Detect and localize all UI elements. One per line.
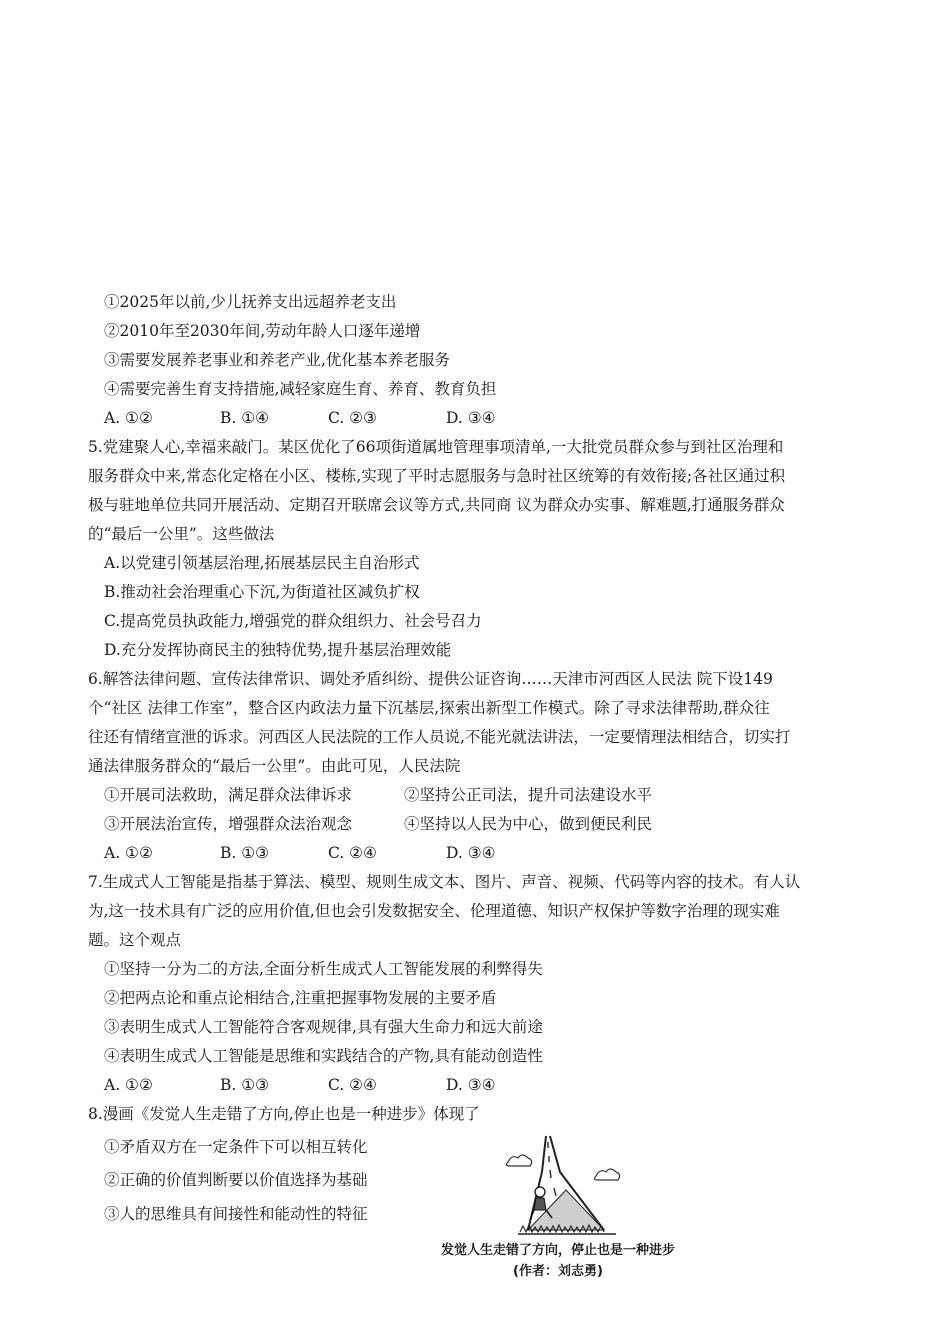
q5-option-c: C.提高党员执政能力,增强党的群众组织力、社会号召力: [104, 612, 482, 630]
person-body: [534, 1198, 546, 1210]
q4-statement-3: ③需要发展养老事业和养老产业,优化基本养老服务: [104, 351, 450, 369]
q8-statement-2: ②正确的价值判断要以价值选择为基础: [104, 1171, 368, 1189]
q6-choice-d: D. ③④: [446, 844, 496, 862]
q7-statement-1: ①坚持一分为二的方法,全面分析生成式人工智能发展的利弊得失: [104, 960, 543, 978]
q5-stem-line-2: 服务群众中来,常态化定格在小区、楼栋,实现了平时志愿服务与急时社区统筹的有效衔接;各社区通过积: [88, 467, 786, 485]
q5-stem-line-1: 5.党建聚人心,幸福来敲门。某区优化了66项街道属地管理事项清单,一大批党员群众参与到社区治理和: [88, 438, 784, 456]
q6-stem-line-1: 6.解答法律问题、宣传法律常识、调处矛盾纠纷、提供公证咨询……天津市河西区人民法 院下设149: [88, 670, 773, 688]
q8-statement-1: ①矛盾双方在一定条件下可以相互转化: [104, 1138, 368, 1156]
q4-statement-2: ②2010年至2030年间,劳动年龄人口逐年递增: [104, 322, 421, 340]
q6-statement-2: ②坚持公正司法，提升司法建设水平: [404, 786, 653, 804]
q4-choice-c: C. ②③: [328, 409, 377, 427]
q7-statement-4: ④表明生成式人工智能是思维和实践结合的产物,具有能动创造性: [104, 1047, 543, 1065]
cloud-right: [594, 1169, 619, 1180]
q6-choice-b: B. ①③: [220, 844, 270, 862]
q7-stem-line-2: 为,这一技术具有广泛的应用价值,但也会引发数据安全、伦理道德、知识产权保护等数字治理的现实难: [88, 902, 780, 920]
person-head: [535, 1187, 545, 1197]
q8-statement-3: ③人的思维具有间接性和能动性的特征: [104, 1205, 368, 1223]
q6-statement-row-2: [104, 814, 653, 834]
q6-stem-line-4: 通法律服务群众的“最后一公里”。由此可见，人民法院: [88, 757, 461, 775]
q6-statement-3: ③开展法治宣传，增强群众法治观念: [104, 815, 353, 833]
q5-stem-line-4: 的“最后一公里”。这些做法: [88, 525, 275, 543]
cartoon-caption: 发觉人生走错了方向，停止也是一种进步: [440, 1243, 675, 1258]
q7-stem-line-3: 题。这个观点: [88, 931, 182, 949]
q6-stem-line-3: 往还有情绪宣泄的诉求。河西区人民法院的工作人员说,不能光就法讲法，一定要情理法相结合，切实打: [88, 728, 791, 746]
q4-choice-b: B. ①④: [220, 409, 270, 427]
cloud-left: [506, 1155, 531, 1166]
q6-statement-row-1: [104, 785, 653, 805]
q7-choice-d: D. ③④: [446, 1076, 496, 1094]
q8-stem: 8.漫画《发觉人生走错了方向,停止也是一种进步》体现了: [88, 1105, 480, 1123]
q7-choice-a: A. ①②: [104, 1076, 153, 1094]
q7-statement-2: ②把两点论和重点论相结合,注重把握事物发展的主要矛盾: [104, 989, 497, 1007]
q5-option-d: D.充分发挥协商民主的独特优势,提升基层治理效能: [104, 641, 452, 659]
q4-statement-4: ④需要完善生育支持措施,减轻家庭生育、养育、教育负担: [104, 380, 497, 398]
q5-option-a: A.以党建引领基层治理,拓展基层民主自治形式: [104, 554, 420, 572]
q6-stem-line-2: 个“社区 法律工作室”，整合区内政法力量下沉基层,探索出新型工作模式。除了寻求法律帮助,群众往: [88, 699, 770, 717]
q4-choice-a: A. ①②: [104, 409, 153, 427]
q5-option-b: B.推动社会治理重心下沉,为街道社区减负扩权: [104, 583, 420, 601]
q7-choice-b: B. ①③: [220, 1076, 270, 1094]
q6-choice-a: A. ①②: [104, 844, 153, 862]
q6-statement-4: ④坚持以人民为中心，做到便民利民: [404, 815, 653, 833]
q7-choice-c: C. ②④: [328, 1076, 377, 1094]
q6-statement-1: ①开展司法救助，满足群众法律诉求: [104, 786, 353, 804]
q7-statement-3: ③表明生成式人工智能符合客观规律,具有强大生命力和远大前途: [104, 1018, 543, 1036]
q6-choice-c: C. ②④: [328, 844, 377, 862]
q4-choice-d: D. ③④: [446, 409, 496, 427]
cartoon-illustration: [500, 1132, 630, 1240]
q4-statement-1: ①2025年以前,少儿抚养支出远超养老支出: [104, 293, 397, 311]
q5-stem-line-3: 极与驻地单位共同开展活动、定期召开联席会议等方式,共同商 议为群众办实事、解难题,打通服务群众: [88, 496, 785, 514]
cartoon-author: (作者：刘志勇): [513, 1264, 603, 1279]
q7-stem-line-1: 7.生成式人工智能是指基于算法、模型、规则生成文本、图片、声音、视频、代码等内容的技术。有人认: [88, 873, 801, 891]
